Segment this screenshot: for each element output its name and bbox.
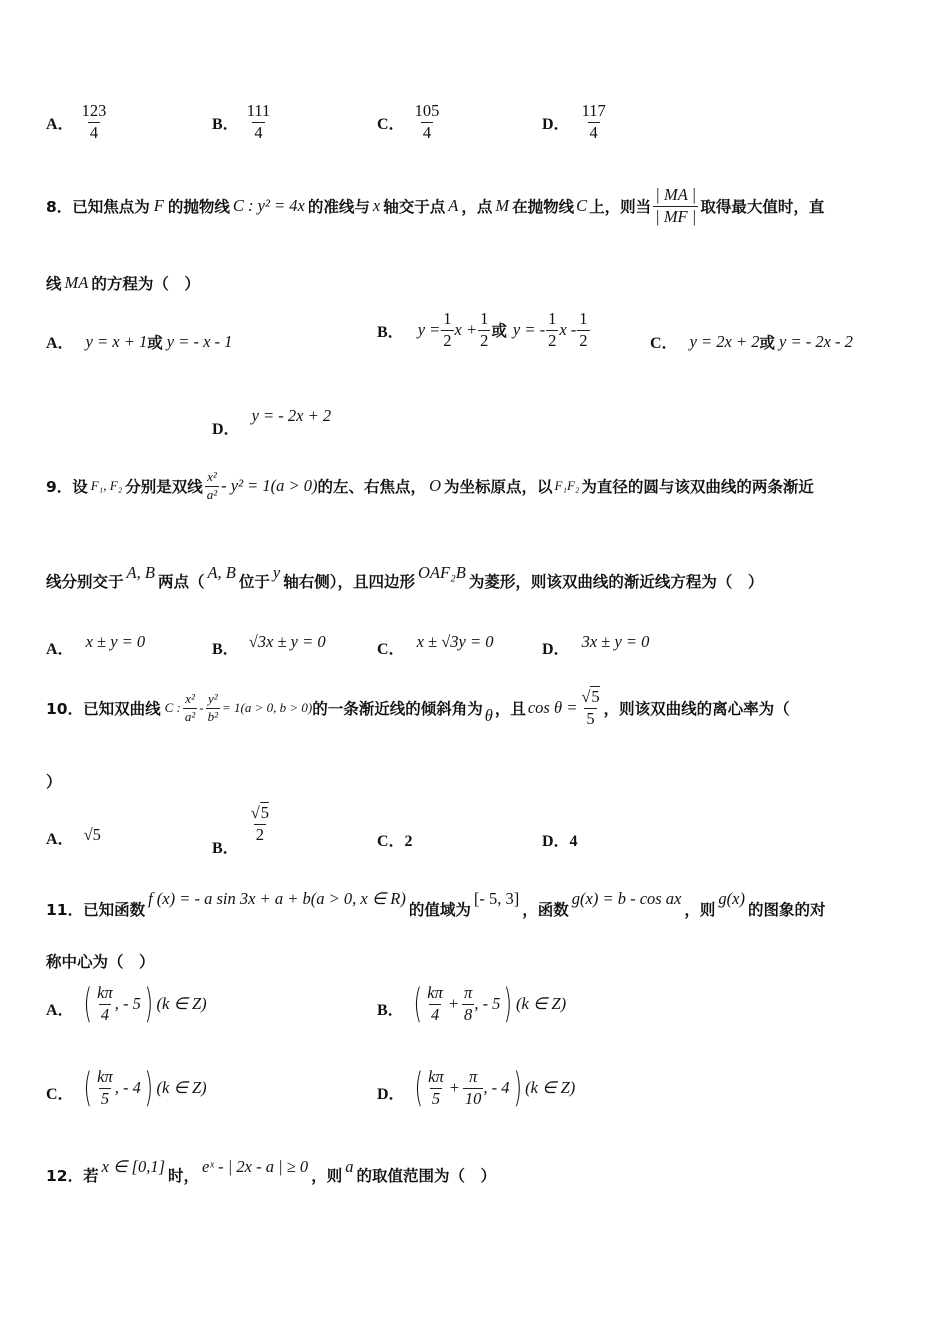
q7-option-b: B． $\frac{111}{4}$ [212, 101, 271, 142]
q10-option-d: D．4 [542, 833, 578, 850]
q10-option-b: B． $\frac{√5}{2}$ [212, 803, 269, 857]
q10-stem-line1: 10．已知双曲线 C : $\frac{\text{x²}}{\text{a²}}$ - $\frac{\text{y²}}{\text{b²}}$ = 1(a > 0, b > 0) 的一条渐近线的倾斜角为 θ ，且 cos θ = $\frac{√5}{5}$ ，则该双曲线的离心率为（ [46, 687, 790, 728]
q9-option-a: A． x ± y = 0 [46, 631, 146, 658]
q7-option-c: C． $\frac{105}{4}$ [377, 101, 440, 142]
q10-stem-line2: ） [46, 773, 62, 791]
q12-stem: 12．若 x ∈ [0,1] 时， eˣ - | 2x - a | ≥ 0 ，则 a 的取值范围为（ ） [46, 1157, 496, 1185]
q8-option-b: B． y = $\frac{1}{2}$ x + $\frac{1}{2}$ 或 y = - $\frac{1}{2}$ x - $\frac{1}{2}$ [377, 309, 588, 350]
q8-stem-line2: 线 MA 的方程为（ ） [46, 273, 200, 293]
q8-ratio-fraction: $\frac{| MA |}{| MF |}$ [655, 185, 697, 226]
q8-option-a: A． y = x + 1 或 y = - x - 1 [46, 331, 233, 352]
q7-option-a-label: A． [46, 115, 74, 133]
q7-option-a [46, 102, 108, 143]
q11-stem-line2: 称中心为（ ） [46, 953, 155, 971]
q9-option-d: D． 3x ± y = 0 [542, 631, 650, 658]
q10-option-c: C．2 [377, 833, 413, 850]
q9-stem-line1: 9．设 F₁, F₂ 分别是双线 $\frac{\text{x²}}{\text{a²}}$ - y² = 1(a > 0) 的左、右焦点， O 为坐标原点，以 F₁F₂ 为直径的圆与该双曲线的两条渐近 [46, 469, 814, 502]
q11-option-d: D． ( $\frac{k\pi}{5}$ + $\frac{\pi}{10}$ , - 4 ) (k ∈ Z) [377, 1065, 576, 1112]
q11-option-b: B． ( $\frac{k\pi}{4}$ + $\frac{\pi}{8}$ , - 5 ) (k ∈ Z) [377, 981, 567, 1028]
q11-option-a: A． ( $\frac{k\pi}{4}$ , - 5 ) (k ∈ Z) [46, 981, 207, 1028]
q8-stem-line1: 8．已知焦点为 F 的抛物线 C : y² = 4x 的准线与 x 轴交于点 A ，点 M 在抛物线 C 上，则当 $\frac{| MA |}{| MF |}$ 取得最大值时，直 [46, 185, 825, 226]
q11-stem-line1: 11．已知函数 f (x) = - a sin 3x + a + b(a > 0, x ∈ R) 的值域为 [- 5, 3] ，函数 g(x) = b - cos ax ，则 g(x) 的图象的对 [46, 889, 826, 919]
q7-option-a-fraction: $\frac{123}{4}$ [81, 101, 107, 142]
q7-option-d: D． $\frac{117}{4}$ [542, 101, 606, 142]
q9-option-c: C． x ± √3y = 0 [377, 631, 494, 658]
q9-stem-line2: 线分别交于 A, B 两点（ A, B 位于 y 轴右侧），且四边形 OAF₂B 为菱形，则该双曲线的渐近线方程为（ ） [46, 563, 764, 591]
q9-option-b: B． √3x ± y = 0 [212, 631, 326, 658]
q10-option-a: A． √5 [46, 824, 101, 848]
q11-option-c: C． ( $\frac{k\pi}{5}$ , - 4 ) (k ∈ Z) [46, 1065, 207, 1112]
q8-option-d: D． y = - 2x + 2 [212, 405, 332, 438]
q8-option-c: C． y = 2x + 2 或 y = - 2x - 2 [650, 331, 853, 352]
